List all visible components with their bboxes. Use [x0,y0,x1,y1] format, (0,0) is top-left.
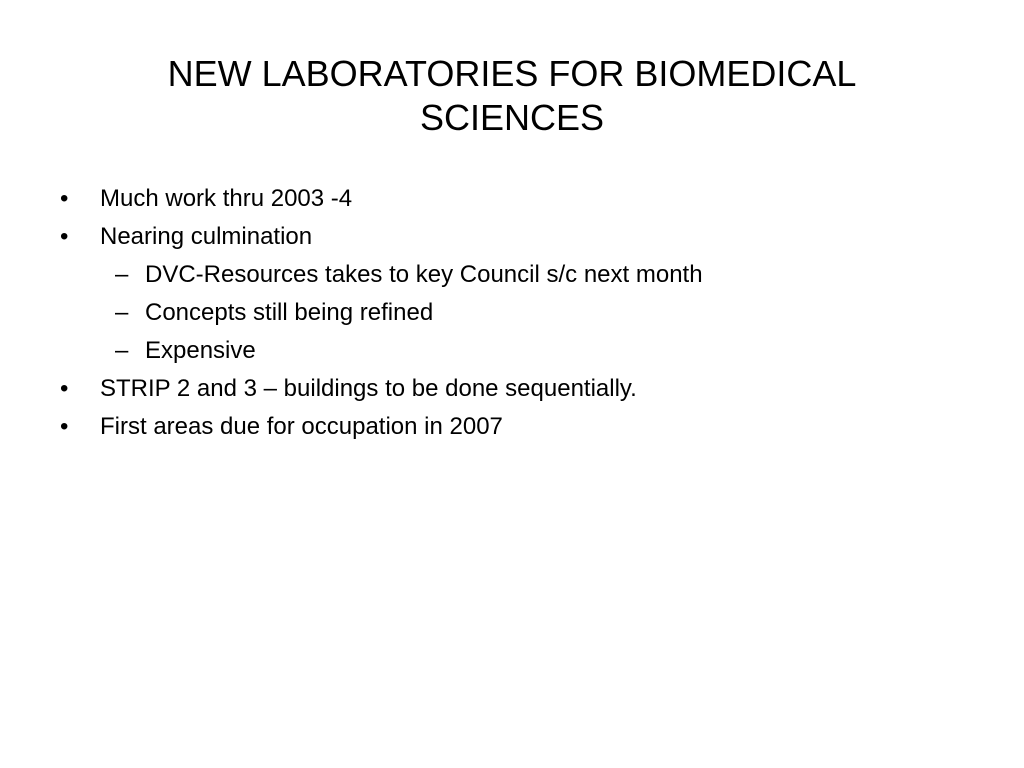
sub-bullet-item [0,332,1024,370]
sub-bullet-text: DVC-Resources takes to key Council s/c next month [145,261,703,288]
bullet-marker: • [60,413,69,440]
sub-bullet-item [0,256,1024,294]
sub-bullet-item [0,294,1024,332]
slide-title: NEW LABORATORIES FOR BIOMEDICAL SCIENCES [167,53,857,138]
bullet-text: Much work thru 2003 -4 [100,185,353,212]
sub-bullet-text: Concepts still being refined [145,299,434,326]
bullet-text: STRIP 2 and 3 – buildings to be done sequentially. [100,375,637,402]
bullet-item [0,370,1024,408]
bullet-marker: • [60,223,69,250]
bullet-list [0,180,1024,446]
dash-marker: – [115,337,129,364]
bullet-item [0,408,1024,446]
bullet-marker: • [60,375,69,402]
bullet-item [0,180,1024,218]
bullet-item [0,218,1024,256]
bullet-text: Nearing culmination [100,223,313,250]
dash-marker: – [115,261,129,288]
sub-bullet-text: Expensive [145,337,256,364]
bullet-marker: • [60,185,69,212]
bullet-text: First areas due for occupation in 2007 [100,413,503,440]
dash-marker: – [115,299,129,326]
